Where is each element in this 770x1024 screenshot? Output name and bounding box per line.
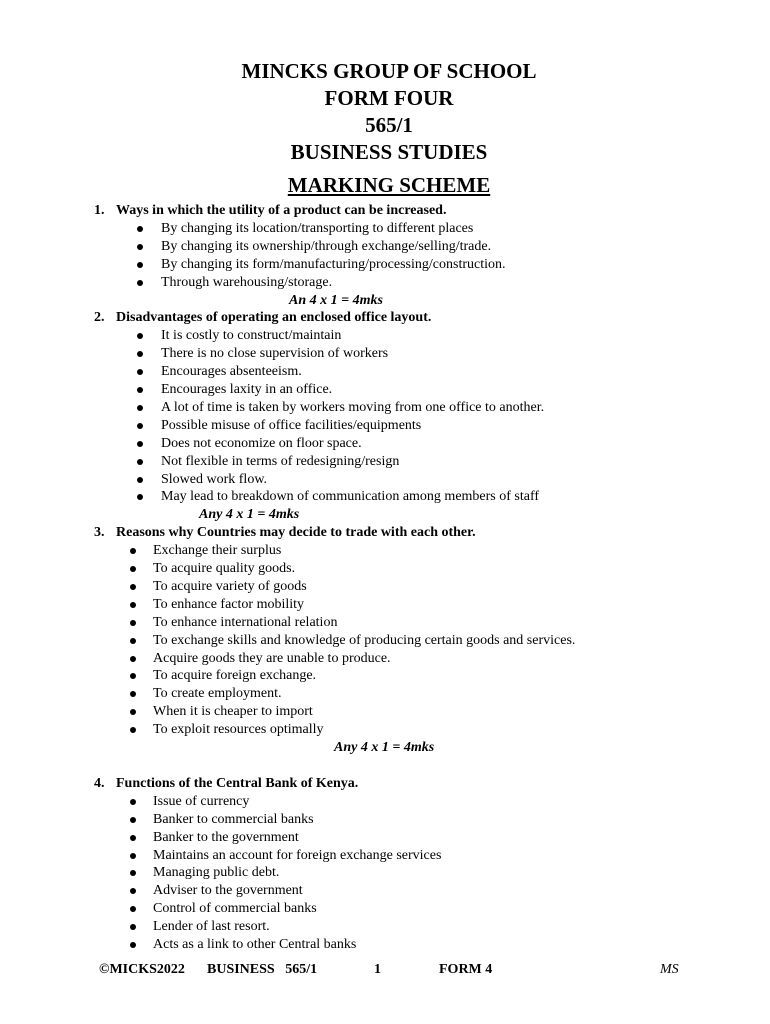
list-item	[0, 220, 770, 238]
list-item-text: To exploit resources optimally	[153, 722, 324, 738]
marks-text: An 4 x 1 = 4mks	[289, 292, 383, 308]
list-item	[0, 471, 770, 489]
bullet-icon	[130, 602, 136, 608]
list-item	[0, 238, 770, 256]
list-item-text: Managing public debt.	[153, 865, 280, 881]
bullet-icon	[130, 799, 136, 805]
bullet-icon	[130, 709, 136, 715]
list-item	[0, 274, 770, 292]
question-title: Reasons why Countries may decide to trade with each other.	[116, 525, 476, 541]
list-item-text: Control of commercial banks	[153, 901, 317, 917]
question-number: 3.	[94, 525, 105, 541]
list-item-text: To create employment.	[153, 686, 282, 702]
bullet-icon	[130, 584, 136, 590]
list-item-text: Acts as a link to other Central banks	[153, 936, 357, 952]
list-item-text: To acquire foreign exchange.	[153, 668, 317, 684]
question-number: 4.	[94, 775, 105, 791]
footer-form: FORM 4	[439, 962, 493, 977]
list-item	[0, 936, 770, 954]
bullet-icon	[130, 548, 136, 554]
form-level: FORM FOUR	[324, 86, 454, 110]
list-item	[0, 363, 770, 381]
bullet-icon	[130, 673, 136, 679]
bullet-icon	[137, 351, 143, 357]
bullet-icon	[137, 369, 143, 375]
question-number: 1.	[94, 203, 105, 218]
list-item	[0, 578, 770, 596]
school-name: MINCKS GROUP OF SCHOOL	[241, 59, 537, 83]
list-item	[0, 829, 770, 847]
bullet-icon	[137, 226, 143, 232]
footer-subject: BUSINESS 565/1	[207, 962, 318, 977]
marking-scheme-body	[0, 202, 770, 954]
question-title: Functions of the Central Bank of Kenya.	[116, 775, 359, 791]
list-item	[0, 435, 770, 453]
list-item-text: By changing its form/manufacturing/processing/construction.	[161, 256, 506, 272]
footer-page-number: 1	[374, 962, 381, 977]
bullet-icon	[130, 888, 136, 894]
list-item-text: To enhance international relation	[153, 614, 338, 630]
list-item-text: Does not economize on floor space.	[161, 435, 362, 451]
bullet-icon	[137, 244, 143, 250]
list-item	[0, 793, 770, 811]
question-title: Disadvantages of operating an enclosed office layout.	[116, 310, 432, 326]
bullet-icon	[137, 441, 143, 447]
list-item-text: To acquire quality goods.	[153, 561, 296, 577]
list-item-text: When it is cheaper to import	[153, 704, 313, 720]
list-item	[0, 256, 770, 274]
list-item	[0, 488, 770, 506]
list-item	[0, 560, 770, 578]
list-item	[0, 667, 770, 685]
question-number: 2.	[94, 310, 105, 326]
list-item	[0, 417, 770, 435]
list-item-text: Through warehousing/storage.	[161, 274, 333, 290]
bullet-icon	[130, 906, 136, 912]
list-item-text: Issue of currency	[153, 793, 250, 809]
footer-copyright: ©MICKS2022	[99, 962, 185, 977]
document-header	[0, 58, 770, 199]
marks-allocation	[0, 739, 770, 757]
bullet-icon	[137, 477, 143, 483]
list-item	[0, 882, 770, 900]
list-item	[0, 327, 770, 345]
list-item	[0, 703, 770, 721]
list-item	[0, 542, 770, 560]
question-heading	[0, 524, 770, 542]
bullet-icon	[130, 942, 136, 948]
list-item-text: Lender of last resort.	[153, 919, 270, 935]
bullet-icon	[137, 405, 143, 411]
list-item-text: A lot of time is taken by workers moving from one office to another.	[161, 400, 545, 416]
list-item-text: Not flexible in terms of redesigning/resign	[161, 453, 400, 469]
list-item	[0, 345, 770, 363]
list-item-text: By changing its ownership/through exchange/selling/trade.	[161, 238, 492, 254]
bullet-icon	[130, 727, 136, 733]
bullet-icon	[137, 280, 143, 286]
question-heading	[0, 309, 770, 327]
list-item-text: By changing its location/transporting to different places	[161, 221, 474, 236]
marks-text: Any 4 x 1 = 4mks	[199, 507, 300, 523]
list-item-text: May lead to breakdown of communication among members of staff	[161, 489, 540, 505]
bullet-icon	[130, 566, 136, 572]
footer-tag: MS	[660, 962, 679, 977]
list-item-text: To acquire variety of goods	[153, 579, 307, 595]
list-item	[0, 596, 770, 614]
page-title: MARKING SCHEME	[287, 173, 491, 197]
bullet-icon	[137, 333, 143, 339]
list-item	[0, 721, 770, 739]
list-item	[0, 650, 770, 668]
bullet-icon	[137, 423, 143, 429]
list-item-text: There is no close supervision of workers	[161, 346, 389, 362]
subject-name: BUSINESS STUDIES	[290, 140, 488, 164]
bullet-icon	[130, 870, 136, 876]
section-spacer	[0, 757, 770, 775]
page-footer	[0, 961, 770, 979]
bullet-icon	[130, 835, 136, 841]
list-item-text: Adviser to the government	[153, 883, 303, 899]
bullet-icon	[137, 262, 143, 268]
list-item-text: Banker to the government	[153, 829, 299, 845]
list-item	[0, 399, 770, 417]
list-item	[0, 685, 770, 703]
question-title: Ways in which the utility of a product can be increased.	[116, 203, 447, 218]
list-item-text: Encourages laxity in an office.	[161, 382, 333, 398]
list-item	[0, 632, 770, 650]
list-item	[0, 614, 770, 632]
list-item-text: Banker to commercial banks	[153, 811, 314, 827]
list-item-text: It is costly to construct/maintain	[161, 328, 342, 344]
bullet-icon	[137, 494, 143, 500]
marks-allocation	[0, 506, 770, 524]
bullet-icon	[130, 853, 136, 859]
bullet-icon	[130, 691, 136, 697]
list-item	[0, 453, 770, 471]
bullet-icon	[137, 459, 143, 465]
bullet-icon	[130, 638, 136, 644]
question-heading	[0, 202, 770, 220]
bullet-icon	[130, 817, 136, 823]
paper-code: 565/1	[365, 113, 413, 137]
bullet-icon	[130, 656, 136, 662]
list-item-text: To enhance factor mobility	[153, 596, 305, 612]
list-item-text: Exchange their surplus	[153, 543, 282, 559]
question-heading	[0, 775, 770, 793]
list-item-text: Acquire goods they are unable to produce.	[153, 650, 391, 666]
list-item	[0, 900, 770, 918]
bullet-icon	[130, 924, 136, 930]
list-item-text: Slowed work flow.	[161, 471, 268, 487]
list-item	[0, 381, 770, 399]
bullet-icon	[137, 387, 143, 393]
list-item	[0, 847, 770, 865]
marks-allocation	[0, 292, 770, 310]
list-item	[0, 864, 770, 882]
list-item	[0, 918, 770, 936]
list-item-text: To exchange skills and knowledge of producing certain goods and services.	[153, 632, 576, 648]
list-item-text: Maintains an account for foreign exchange services	[153, 847, 442, 863]
list-item-text: Possible misuse of office facilities/equipments	[161, 417, 422, 433]
bullet-icon	[130, 620, 136, 626]
marks-text: Any 4 x 1 = 4mks	[334, 740, 435, 756]
list-item-text: Encourages absenteeism.	[161, 364, 302, 380]
list-item	[0, 811, 770, 829]
